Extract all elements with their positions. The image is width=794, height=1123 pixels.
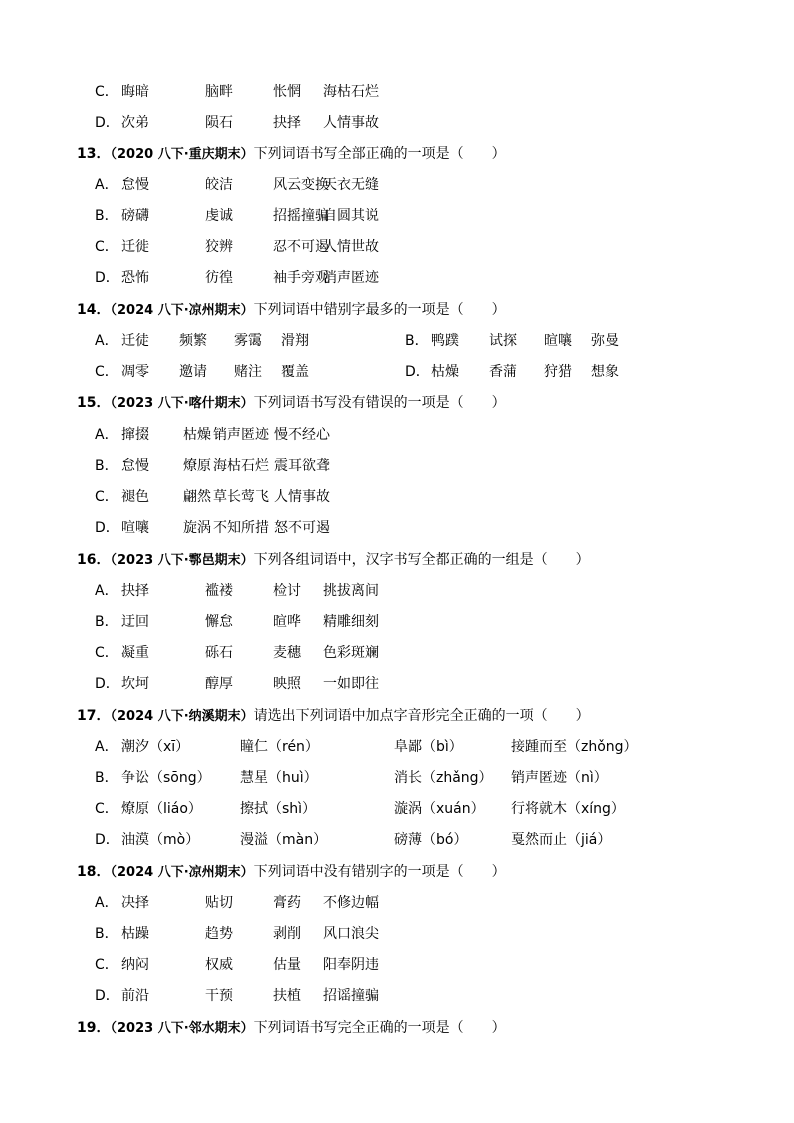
question-text: 下列词语书写完全正确的一项是（ ） <box>253 1020 506 1036</box>
option-word: 漩涡（xuán） <box>394 801 485 817</box>
option-letter: C． <box>95 84 119 100</box>
option-word: 凝重 <box>121 645 149 661</box>
option-word: 次弟 <box>121 115 149 131</box>
question-number: 19． <box>77 1020 111 1036</box>
option-letter: A． <box>95 427 119 443</box>
question-source: （2023 八下·喀什期末） <box>110 396 254 411</box>
option-word: 磅薄（bó） <box>394 832 468 848</box>
option-word: 阳奉阴违 <box>323 957 379 973</box>
option-letter: B． <box>95 770 119 786</box>
option-word: 映照 <box>273 676 301 692</box>
option-word: 旋涡 <box>183 520 211 536</box>
option-row <box>95 766 735 790</box>
question-source: （2024 八下·纳溪期末） <box>110 709 254 724</box>
question-source: （2020 八下·重庆期末） <box>110 147 254 162</box>
option-word: 弥曼 <box>591 333 619 349</box>
option-word: 挑拔离间 <box>323 583 379 599</box>
option-word: 翩然 <box>183 489 211 505</box>
option-word: 褪色 <box>121 489 149 505</box>
option-letter: B． <box>95 614 119 630</box>
option-word: 懈怠 <box>205 614 233 630</box>
option-row <box>95 360 715 384</box>
option-word: 色彩斑斓 <box>323 645 379 661</box>
question-number: 14． <box>77 302 111 318</box>
option-word: 销声匿迹（nì） <box>511 770 608 786</box>
option-word: 瞳仁（rén） <box>240 739 319 755</box>
option-word: 坎坷 <box>121 676 149 692</box>
option-word: 人情世故 <box>323 239 379 255</box>
question-stem <box>77 1016 506 1040</box>
option-word: 权威 <box>205 957 233 973</box>
option-letter: C． <box>95 645 119 661</box>
option-letter: D． <box>95 270 120 286</box>
option-row <box>95 953 735 977</box>
option-word: 纳闷 <box>121 957 149 973</box>
option-word: 醇厚 <box>205 676 233 692</box>
option-word: 怒不可遏 <box>274 520 330 536</box>
option-word: 人情事故 <box>323 115 379 131</box>
option-row <box>95 423 735 447</box>
option-letter: D． <box>405 364 430 380</box>
option-row <box>95 672 735 696</box>
option-letter: B． <box>95 458 119 474</box>
question-number: 15． <box>77 395 111 411</box>
option-word: 怠慢 <box>121 458 149 474</box>
option-word: 招谣撞骗 <box>323 988 379 1004</box>
question-text: 下列词语书写全部正确的一项是（ ） <box>253 146 506 162</box>
option-letter: D． <box>95 988 120 1004</box>
option-word: 风口浪尖 <box>323 926 379 942</box>
option-word: 恐怖 <box>121 270 149 286</box>
option-word: 天衣无缝 <box>323 177 379 193</box>
option-word: 褴褛 <box>205 583 233 599</box>
option-word: 暄哗 <box>273 614 301 630</box>
question-stem <box>77 704 590 728</box>
option-word: 邀请 <box>179 364 207 380</box>
question-stem <box>77 860 506 884</box>
option-word: 一如即往 <box>323 676 379 692</box>
option-word: 人情事故 <box>274 489 330 505</box>
option-letter: C． <box>95 489 119 505</box>
option-word: 怅惘 <box>273 84 301 100</box>
option-word: 撺掇 <box>121 427 149 443</box>
question-stem <box>77 298 506 322</box>
option-word: 陨石 <box>205 115 233 131</box>
question-text: 下列词语中错别字最多的一项是（ ） <box>253 302 506 318</box>
option-letter: C． <box>95 364 119 380</box>
option-word: 雾霭 <box>234 333 262 349</box>
option-word: 慢不经心 <box>274 427 330 443</box>
option-row <box>95 891 735 915</box>
option-row <box>95 579 735 603</box>
option-row <box>95 204 735 228</box>
option-row <box>95 610 735 634</box>
option-word: 潮汐（xī） <box>121 739 190 755</box>
option-word: 油漠（mò） <box>121 832 200 848</box>
option-word: 燎原 <box>183 458 211 474</box>
question-source: （2023 八下·鄠邑期末） <box>110 553 254 568</box>
option-word: 砾石 <box>205 645 233 661</box>
option-word: 袖手旁观 <box>273 270 329 286</box>
option-word: 消声匿迹 <box>323 270 379 286</box>
option-letter: D． <box>95 832 120 848</box>
option-word: 剥削 <box>273 926 301 942</box>
option-word: 迁徒 <box>121 333 149 349</box>
option-word: 迁徙 <box>121 239 149 255</box>
option-word: 燎原（liáo） <box>121 801 202 817</box>
option-word: 海枯石烂 <box>323 84 379 100</box>
option-row <box>95 266 735 290</box>
option-word: 晦暗 <box>121 84 149 100</box>
option-word: 暄嚷 <box>544 333 572 349</box>
option-word: 消长（zhǎng） <box>394 770 493 786</box>
option-row <box>95 828 735 852</box>
option-row <box>95 984 735 1008</box>
option-row <box>95 797 735 821</box>
question-text: 下列词语书写没有错误的一项是（ ） <box>253 395 506 411</box>
option-letter: B． <box>95 926 119 942</box>
option-word: 虔诚 <box>205 208 233 224</box>
option-letter: C． <box>95 801 119 817</box>
option-word: 精雕细刻 <box>323 614 379 630</box>
option-row <box>95 516 735 540</box>
question-text: 下列词语中没有错别字的一项是（ ） <box>253 864 506 880</box>
option-word: 草长莺飞 <box>213 489 269 505</box>
option-word: 脑畔 <box>205 84 233 100</box>
option-word: 抉择 <box>273 115 301 131</box>
option-word: 香蒲 <box>489 364 517 380</box>
option-letter: A． <box>95 739 119 755</box>
option-word: 狩猎 <box>544 364 572 380</box>
option-word: 震耳欲聋 <box>274 458 330 474</box>
option-word: 自圆其说 <box>323 208 379 224</box>
option-letter: D． <box>95 676 120 692</box>
option-letter: D． <box>95 115 120 131</box>
option-word: 擦拭（shì） <box>240 801 317 817</box>
question-number: 17． <box>77 708 111 724</box>
option-word: 估量 <box>273 957 301 973</box>
question-number: 16． <box>77 552 111 568</box>
option-word: 贴切 <box>205 895 233 911</box>
option-letter: B． <box>95 208 119 224</box>
option-word: 干预 <box>205 988 233 1004</box>
option-word: 漫溢（màn） <box>240 832 328 848</box>
option-word: 招摇撞骗 <box>273 208 329 224</box>
option-word: 狡辨 <box>205 239 233 255</box>
option-word: 麦穗 <box>273 645 301 661</box>
option-letter: A． <box>95 333 119 349</box>
option-word: 趋势 <box>205 926 233 942</box>
question-source: （2024 八下·凉州期末） <box>110 865 254 880</box>
option-word: 扶植 <box>273 988 301 1004</box>
option-word: 忍不可遏 <box>273 239 329 255</box>
option-word: 不知所措 <box>213 520 269 536</box>
option-word: 枯燥 <box>183 427 211 443</box>
option-letter: A． <box>95 895 119 911</box>
option-row <box>95 485 735 509</box>
option-word: 迂回 <box>121 614 149 630</box>
option-word: 想象 <box>591 364 619 380</box>
option-word: 争讼（sōng） <box>121 770 211 786</box>
question-source: （2023 八下·邻水期末） <box>110 1021 254 1036</box>
option-word: 试探 <box>489 333 517 349</box>
option-word: 枯燥 <box>431 364 459 380</box>
option-word: 膏药 <box>273 895 301 911</box>
option-letter: C． <box>95 239 119 255</box>
option-row <box>95 641 735 665</box>
option-row <box>95 111 735 135</box>
option-word: 凋零 <box>121 364 149 380</box>
option-row <box>95 235 735 259</box>
option-word: 彷徨 <box>205 270 233 286</box>
option-word: 销声匿迹 <box>213 427 269 443</box>
question-number: 18． <box>77 864 111 880</box>
question-text: 下列各组词语中，汉字书写全都正确的一组是（ ） <box>253 552 590 568</box>
question-stem <box>77 142 506 166</box>
option-word: 滑翔 <box>281 333 309 349</box>
option-word: 海枯石烂 <box>213 458 269 474</box>
option-word: 慧星（huì） <box>240 770 318 786</box>
option-word: 接踵而至（zhǒng） <box>511 739 638 755</box>
option-word: 行将就木（xíng） <box>511 801 625 817</box>
option-letter: D． <box>95 520 120 536</box>
option-word: 枯躁 <box>121 926 149 942</box>
option-word: 前沿 <box>121 988 149 1004</box>
option-word: 风云变换 <box>273 177 329 193</box>
option-row <box>95 735 735 759</box>
option-word: 鸭蹼 <box>431 333 459 349</box>
option-word: 检讨 <box>273 583 301 599</box>
option-word: 皎洁 <box>205 177 233 193</box>
question-stem <box>77 548 590 572</box>
option-word: 赌注 <box>234 364 262 380</box>
option-letter: B． <box>405 333 429 349</box>
question-stem <box>77 391 506 415</box>
option-word: 频繁 <box>179 333 207 349</box>
question-text: 请选出下列词语中加点字音形完全正确的一项（ ） <box>253 708 590 724</box>
option-row <box>95 922 735 946</box>
option-row <box>95 80 735 104</box>
option-row <box>95 454 735 478</box>
question-source: （2024 八下·凉州期末） <box>110 303 254 318</box>
option-word: 戛然而止（jiá） <box>511 832 612 848</box>
option-letter: A． <box>95 177 119 193</box>
option-word: 决择 <box>121 895 149 911</box>
option-word: 阜鄙（bì） <box>394 739 463 755</box>
option-row <box>95 173 735 197</box>
option-word: 喧嚷 <box>121 520 149 536</box>
option-word: 怠慢 <box>121 177 149 193</box>
option-letter: C． <box>95 957 119 973</box>
option-letter: A． <box>95 583 119 599</box>
option-word: 抉择 <box>121 583 149 599</box>
option-word: 覆盖 <box>281 364 309 380</box>
option-row <box>95 329 715 353</box>
option-word: 磅礴 <box>121 208 149 224</box>
option-word: 不修边幅 <box>323 895 379 911</box>
question-number: 13． <box>77 146 111 162</box>
